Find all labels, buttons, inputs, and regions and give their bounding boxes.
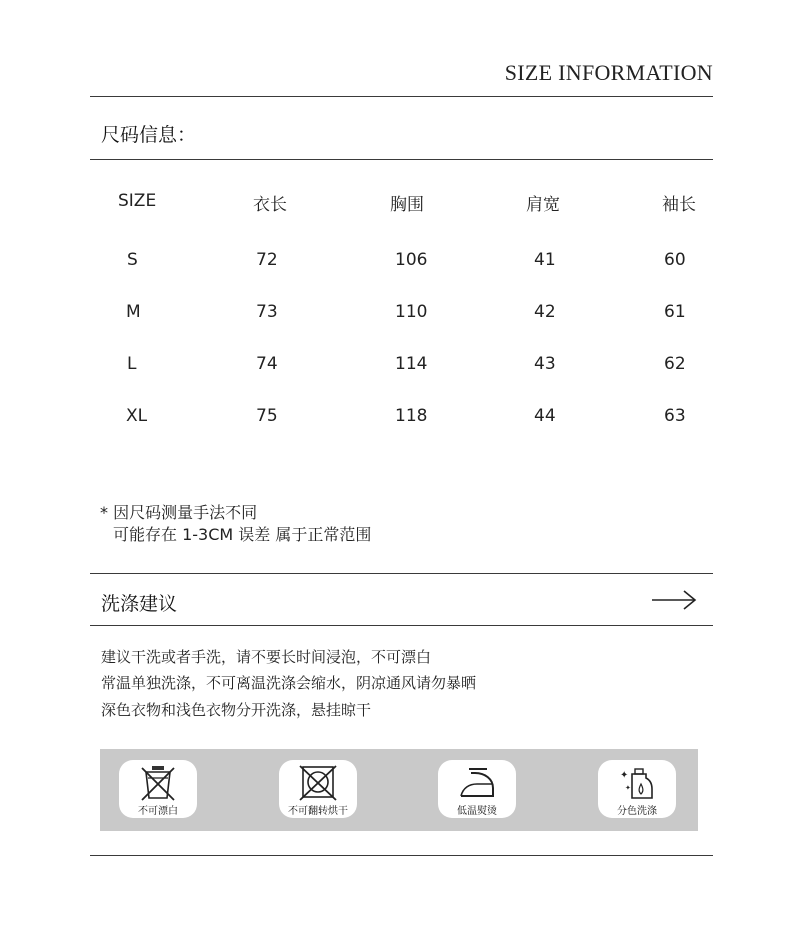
- no-tumble-dry-icon: [298, 764, 338, 802]
- care-badge-no-bleach: [119, 760, 197, 818]
- no-bleach-icon: [138, 764, 178, 802]
- table-cell: S: [127, 250, 138, 270]
- divider: [90, 159, 713, 160]
- column-header-size: SIZE: [118, 191, 157, 211]
- svg-text:✦: ✦: [620, 770, 629, 781]
- care-badge-low-temp-iron: [438, 760, 516, 818]
- column-header-length: 衣长: [253, 195, 287, 215]
- care-badge-label: 不可翻转烘干: [288, 806, 348, 817]
- divider: [90, 625, 713, 626]
- table-cell: 75: [256, 406, 278, 426]
- svg-text:✦: ✦: [625, 784, 631, 792]
- table-cell: 106: [395, 250, 428, 270]
- table-cell: 41: [534, 250, 556, 270]
- table-cell: 110: [395, 302, 428, 322]
- table-cell: 72: [256, 250, 278, 270]
- table-cell: 42: [534, 302, 556, 322]
- care-section-title: 洗涤建议: [101, 593, 178, 615]
- care-badge-label: 分色洗涤: [617, 806, 657, 817]
- table-cell: 118: [395, 406, 428, 426]
- table-cell: 63: [664, 406, 686, 426]
- table-cell: 114: [395, 354, 428, 374]
- column-header-chest: 胸围: [390, 195, 424, 215]
- care-badge-label: 低温熨烫: [457, 806, 497, 817]
- arrow-right-icon: [650, 588, 698, 612]
- care-instruction-line: 深色衣物和浅色衣物分开洗涤，悬挂晾干: [101, 701, 372, 719]
- table-cell: 61: [664, 302, 686, 322]
- table-cell: 60: [664, 250, 686, 270]
- care-instruction-line: 建议干洗或者手洗，请不要长时间浸泡，不可漂白: [101, 648, 432, 666]
- measurement-note-line-1: * 因尺码测量手法不同: [100, 503, 258, 522]
- divider: [90, 855, 713, 856]
- low-temp-iron-icon: [457, 764, 497, 802]
- care-badge-label: 不可漂白: [138, 806, 178, 817]
- table-cell: XL: [126, 406, 148, 426]
- table-cell: 43: [534, 354, 556, 374]
- divider: [90, 96, 713, 97]
- table-cell: 62: [664, 354, 686, 374]
- table-cell: M: [126, 302, 141, 322]
- table-cell: L: [127, 354, 137, 374]
- size-section-label: 尺码信息：: [101, 124, 197, 146]
- table-cell: 44: [534, 406, 556, 426]
- care-instruction-line: 常温单独洗涤，不可离温洗涤会缩水，阴凉通风请勿暴晒: [101, 674, 477, 692]
- divider: [90, 573, 713, 574]
- table-cell: 74: [256, 354, 278, 374]
- care-badge-no-tumble-dry: [279, 760, 357, 818]
- column-header-sleeve: 袖长: [662, 195, 696, 215]
- column-header-shoulder: 肩宽: [526, 195, 560, 215]
- table-cell: 73: [256, 302, 278, 322]
- separate-colors-icon: [617, 764, 657, 802]
- page-title: SIZE INFORMATION: [504, 60, 713, 85]
- measurement-note-line-2: 可能存在 1-3CM 误差 属于正常范围: [113, 525, 372, 544]
- care-badge-separate-colors: [598, 760, 676, 818]
